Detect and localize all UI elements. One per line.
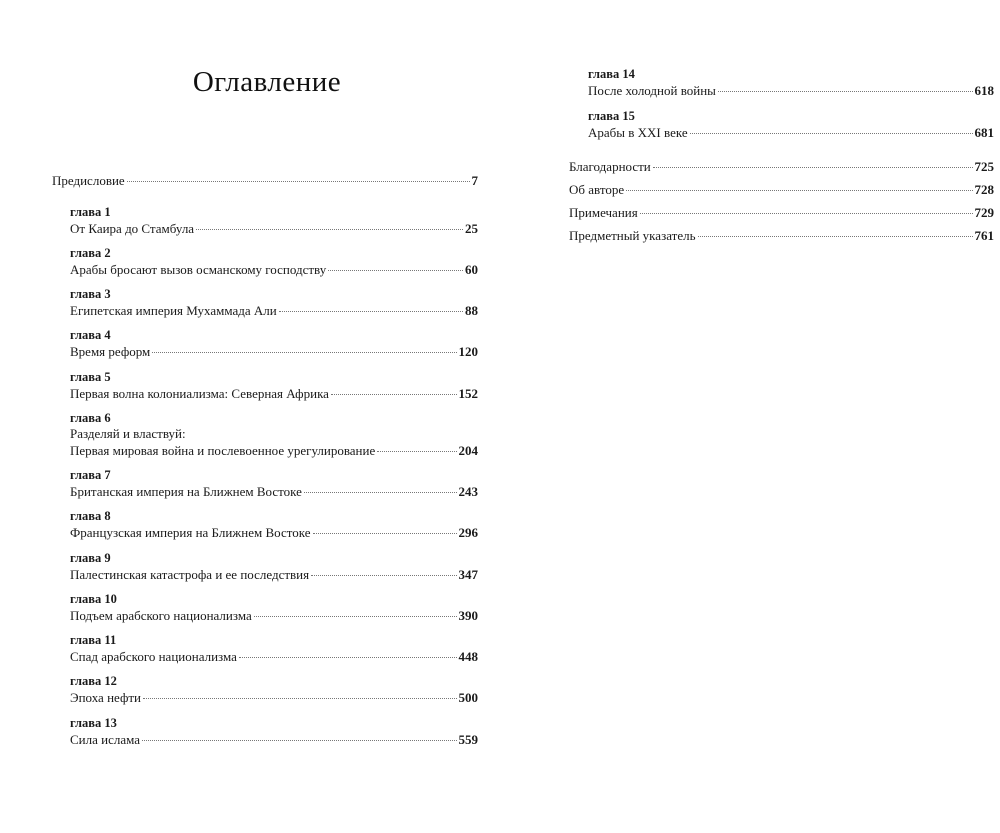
toc-entry-index[interactable]	[569, 228, 994, 244]
toc-entry-title: Спад арабского национализма	[70, 649, 237, 664]
toc-entry-chapter-7[interactable]	[70, 484, 478, 500]
chapter-label: глава 12	[70, 674, 117, 688]
chapter-label: глава 3	[70, 287, 111, 301]
toc-entry-notes[interactable]	[569, 205, 994, 221]
dot-leader	[328, 270, 463, 271]
right-page	[500, 0, 1000, 833]
dot-leader	[311, 575, 456, 576]
chapter-label: глава 4	[70, 328, 111, 342]
toc-entry-page: 60	[465, 262, 478, 277]
toc-entry-title: От Каира до Стамбула	[70, 221, 195, 236]
chapter-label: глава 14	[588, 67, 635, 81]
dot-leader	[653, 167, 973, 168]
dot-leader	[304, 492, 457, 493]
toc-entry-title: Первая мировая война и послевоенное урегулирование	[70, 443, 376, 458]
toc-entry-chapter-12[interactable]	[70, 690, 478, 706]
toc-entry-title: Британская империя на Ближнем Востоке	[70, 484, 302, 499]
toc-entry-title: Палестинская катастрофа и ее последствия	[70, 567, 310, 582]
chapter-label: глава 7	[70, 468, 111, 482]
dot-leader	[239, 657, 457, 658]
dot-leader	[640, 213, 973, 214]
chapter-label: глава 11	[70, 633, 117, 647]
toc-entry-title: Французская империя на Ближнем Востоке	[70, 525, 311, 540]
dot-leader	[331, 394, 457, 395]
toc-entry-title: Благодарности	[569, 159, 651, 174]
toc-entry-page: 729	[974, 205, 994, 220]
dot-leader	[143, 698, 456, 699]
toc-entry-title: Время реформ	[70, 344, 151, 359]
toc-entry-title: Арабы бросают вызов османскому господству	[70, 262, 327, 277]
dot-leader	[718, 91, 973, 92]
dot-leader	[196, 229, 463, 230]
chapter-label: глава 15	[588, 109, 635, 123]
dot-leader	[690, 133, 973, 134]
toc-entry-chapter-8[interactable]	[70, 525, 478, 541]
toc-entry-chapter-9[interactable]	[70, 567, 478, 583]
chapter-label: глава 2	[70, 246, 111, 260]
toc-entry-page: 728	[974, 182, 994, 197]
dot-leader	[313, 533, 457, 534]
dot-leader	[142, 740, 456, 741]
chapter-label: глава 9	[70, 551, 111, 565]
toc-entry-title: Арабы в XXI веке	[588, 125, 688, 140]
toc-entry-page: 88	[465, 303, 478, 318]
toc-entry-page: 761	[974, 228, 994, 243]
toc-entry-title: Предисловие	[52, 173, 125, 188]
dot-leader	[127, 181, 470, 182]
toc-entry-chapter-15[interactable]	[588, 125, 994, 141]
toc-entry-title: Подъем арабского национализма	[70, 608, 252, 623]
toc-entry-title: Сила ислама	[70, 732, 141, 747]
toc-entry-page: 618	[974, 83, 994, 98]
toc-entry-page: 725	[974, 159, 994, 174]
toc-entry-page: 559	[458, 732, 478, 747]
toc-entry-chapter-3[interactable]	[70, 303, 478, 319]
toc-entry-chapter-10[interactable]	[70, 608, 478, 624]
toc-entry-title: Предметный указатель	[569, 228, 696, 243]
toc-entry-title: Примечания	[569, 205, 638, 220]
toc-entry-chapter-4[interactable]	[70, 344, 478, 360]
toc-entry-chapter-6[interactable]	[70, 443, 478, 459]
toc-entry-title: После холодной войны	[588, 83, 716, 98]
dot-leader	[698, 236, 973, 237]
toc-entry-page: 448	[458, 649, 478, 664]
dot-leader	[152, 352, 456, 353]
toc-entry-page: 296	[458, 525, 478, 540]
toc-entry-page: 152	[458, 386, 478, 401]
toc-entry-chapter-1[interactable]	[70, 221, 478, 237]
toc-entry-acknowledgements[interactable]	[569, 159, 994, 175]
dot-leader	[254, 616, 457, 617]
chapter-label: глава 13	[70, 716, 117, 730]
toc-entry-chapter-11[interactable]	[70, 649, 478, 665]
toc-entry-page: 25	[465, 221, 478, 236]
dot-leader	[377, 451, 456, 452]
toc-entry-title: Эпоха нефти	[70, 690, 142, 705]
chapter-label: глава 6	[70, 411, 111, 425]
toc-entry-page: 120	[458, 344, 478, 359]
toc-entry-chapter-2[interactable]	[70, 262, 478, 278]
chapter-label: глава 10	[70, 592, 117, 606]
toc-entry-page: 243	[458, 484, 478, 499]
toc-entry-title-line-1: Разделяй и властвуй:	[70, 426, 186, 441]
dot-leader	[626, 190, 972, 191]
toc-entry-page: 7	[471, 173, 478, 188]
page-title: Оглавление	[192, 66, 342, 98]
toc-entry-preface[interactable]	[52, 173, 478, 189]
toc-entry-page: 347	[458, 567, 478, 582]
toc-entry-page: 681	[974, 125, 994, 140]
toc-entry-chapter-13[interactable]	[70, 732, 478, 748]
toc-entry-chapter-5[interactable]	[70, 386, 478, 402]
toc-entry-page: 204	[458, 443, 478, 458]
toc-entry-page: 390	[458, 608, 478, 623]
toc-entry-title: Об авторе	[569, 182, 625, 197]
toc-entry-page: 500	[458, 690, 478, 705]
toc-entry-chapter-14[interactable]	[588, 83, 994, 99]
chapter-label: глава 8	[70, 509, 111, 523]
dot-leader	[279, 311, 463, 312]
toc-entry-title: Первая волна колониализма: Северная Африка	[70, 386, 329, 401]
toc-entry-about-author[interactable]	[569, 182, 994, 198]
chapter-label: глава 1	[70, 205, 111, 219]
toc-entry-title: Египетская империя Мухаммада Али	[70, 303, 277, 318]
chapter-label: глава 5	[70, 370, 111, 384]
